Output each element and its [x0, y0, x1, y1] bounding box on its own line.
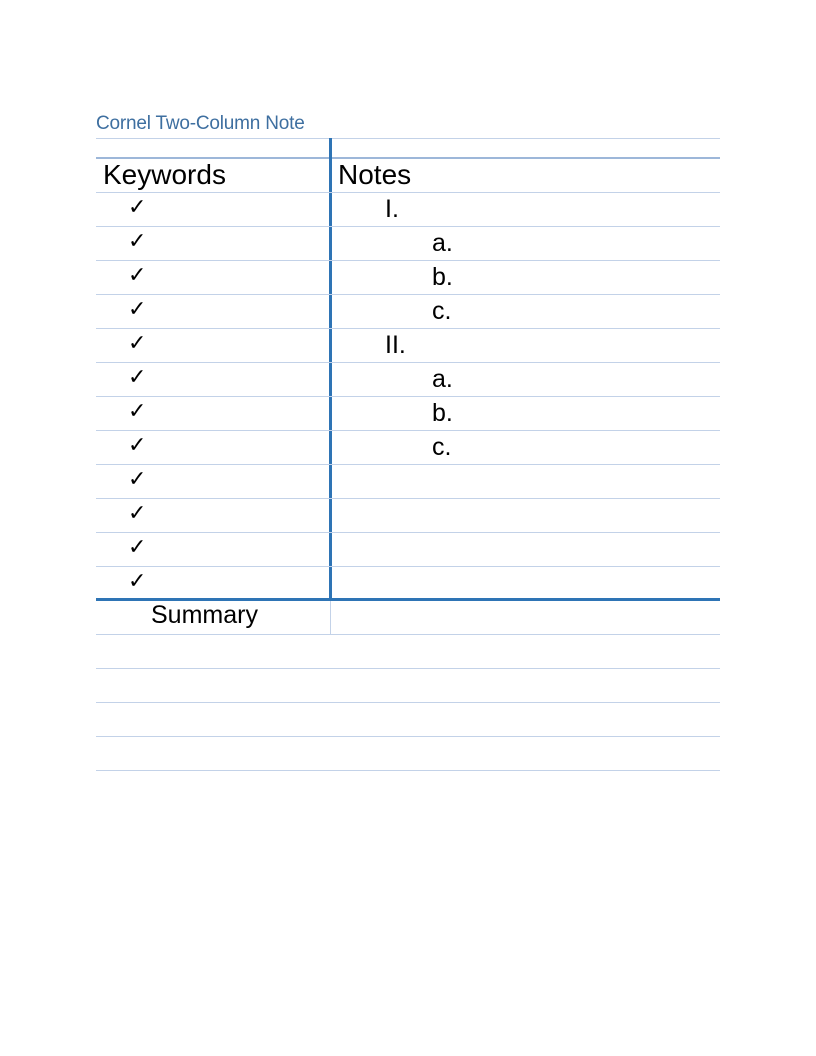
checkmark-icon: ✓	[128, 229, 147, 254]
row-rule	[96, 294, 720, 295]
summary-rule	[96, 634, 720, 635]
checkmark-icon: ✓	[128, 331, 147, 356]
checkmark-icon: ✓	[128, 433, 147, 458]
summary-rule	[96, 668, 720, 669]
notes-header: Notes	[338, 159, 412, 190]
rule-top	[96, 138, 720, 139]
row-rule	[96, 328, 720, 329]
row-rule	[96, 498, 720, 499]
row-rule	[96, 192, 720, 193]
row-rule	[96, 430, 720, 431]
summary-rule	[96, 736, 720, 737]
checkmark-icon: ✓	[128, 195, 147, 220]
row-rule	[96, 396, 720, 397]
summary-label: Summary	[151, 601, 258, 629]
outline-item: II.	[385, 331, 406, 359]
page-title: Cornel Two-Column Note	[96, 113, 305, 134]
summary-rule	[96, 702, 720, 703]
outline-item: b.	[432, 399, 453, 427]
checkmark-icon: ✓	[128, 535, 147, 560]
row-rule	[96, 226, 720, 227]
checkmark-icon: ✓	[128, 365, 147, 390]
checkmark-icon: ✓	[128, 297, 147, 322]
row-rule	[96, 566, 720, 567]
row-rule	[96, 532, 720, 533]
row-rule	[96, 260, 720, 261]
checkmark-icon: ✓	[128, 399, 147, 424]
outline-item: I.	[385, 195, 399, 223]
checkmark-icon: ✓	[128, 569, 147, 594]
outline-item: c.	[432, 433, 452, 461]
checkmark-icon: ✓	[128, 467, 147, 492]
summary-rule	[96, 770, 720, 771]
row-rule	[96, 362, 720, 363]
outline-item: a.	[432, 365, 453, 393]
outline-item: a.	[432, 229, 453, 257]
row-rule	[96, 464, 720, 465]
keywords-header: Keywords	[103, 159, 226, 190]
outline-item: c.	[432, 297, 452, 325]
checkmark-icon: ✓	[128, 263, 147, 288]
summary-divider	[330, 601, 331, 635]
outline-item: b.	[432, 263, 453, 291]
checkmark-icon: ✓	[128, 501, 147, 526]
